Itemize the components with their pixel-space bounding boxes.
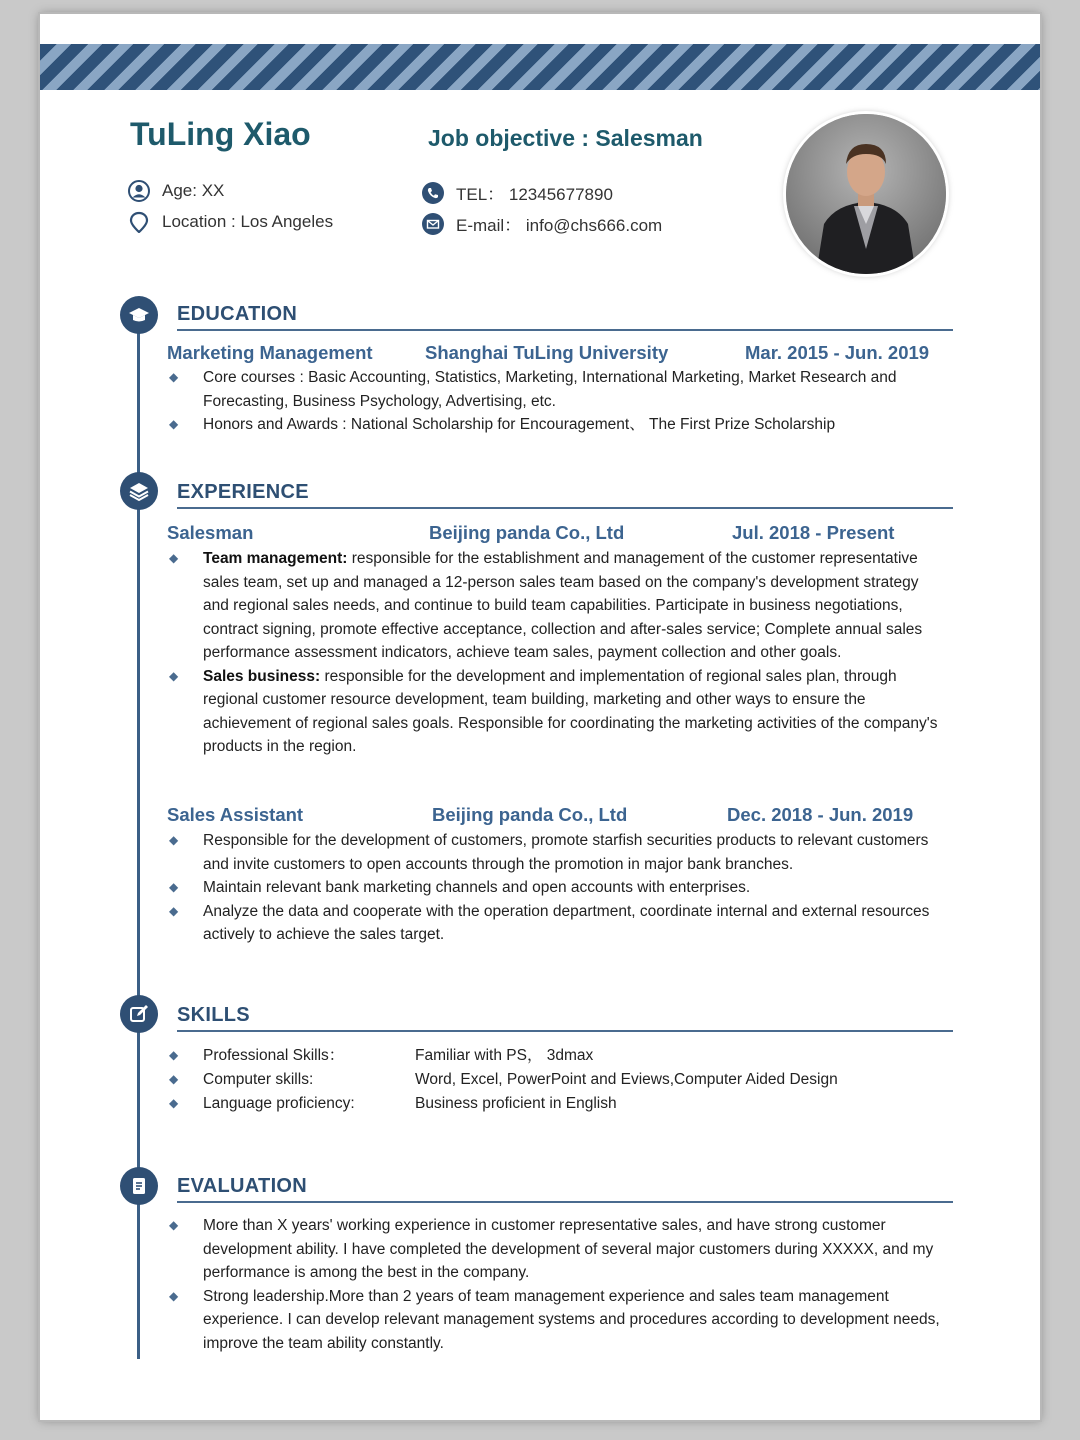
job-dates: Jul. 2018 - Present: [732, 522, 895, 543]
list-item: ◆ Honors and Awards : National Scholarship for Encouragement、 The First Prize Scholarship: [167, 413, 947, 437]
skill-label: Computer skills:: [203, 1071, 314, 1088]
tel-text: TEL： 12345677890: [456, 185, 613, 204]
email-text: E-mail： info@chs666.com: [456, 216, 663, 235]
skill-value: Business proficient in English: [415, 1095, 617, 1112]
list-item: ◆ Maintain relevant bank marketing channels and open accounts with enterprises.: [167, 876, 947, 900]
education-dates: Mar. 2015 - Jun. 2019: [745, 342, 930, 363]
job-company: Beijing panda Co., Ltd: [432, 804, 628, 825]
diamond-bullet-icon: ◆: [169, 880, 179, 894]
list-item: ◆ Team management: responsible for the establishment and management of the customer representative sales team, set up and managed a 12-person sales team based on the company's development strategy and regional sales needs, and continue to build team capabilities. Participate in business negotiations, contract signing, promote effective acceptance, collection and after-sales service; Complete annual sales performance assessment indicators, achieve team sales, payment collection and other goals.: [167, 547, 947, 665]
experience-title: EXPERIENCE: [177, 481, 309, 503]
diamond-bullet-icon: ◆: [169, 370, 179, 384]
graduation-cap-icon: [120, 296, 158, 334]
education-school: Shanghai TuLing University: [425, 342, 669, 363]
tel-row: [422, 180, 613, 205]
job-role: Salesman: [167, 522, 254, 543]
age-row: [128, 180, 224, 202]
job-bullets: [167, 829, 947, 947]
education-divider: [177, 329, 953, 331]
list-item: ◆ Strong leadership.More than 2 years of team management experience and sales team management experience. I can develop relevant management systems and procedures according to development needs, improve the team ability constantly.: [167, 1285, 947, 1356]
diamond-bullet-icon: ◆: [169, 1288, 179, 1303]
diamond-bullet-icon: ◆: [169, 1072, 179, 1086]
list-item: ◆ Core courses : Basic Accounting, Statistics, Marketing, International Marketing, Market Research and Forecasting, Business Psychology, Advertising, etc.: [167, 366, 947, 413]
resume-page: [40, 14, 1040, 1420]
education-major: Marketing Management: [167, 342, 373, 363]
job-bullets: [167, 547, 947, 759]
diamond-bullet-icon: ◆: [169, 668, 179, 683]
list-item: ◆ More than X years' working experience in customer representative sales, and have strong customer development ability. I have completed the development of several major customers during XXXXX, and my performance is among the best in the company.: [167, 1214, 947, 1285]
location-pin-icon: [128, 211, 150, 233]
skills-title: SKILLS: [177, 1004, 250, 1026]
email-row: [422, 211, 662, 236]
diamond-bullet-icon: ◆: [169, 903, 179, 918]
phone-icon: [422, 182, 444, 204]
list-item: ◆ Sales business: responsible for the development and implementation of regional sales plan, through regional customer resource development, team building, marketing and other ways to ensure the achievement of regional sales goals. Responsible for coordinating the marketing activities of the company's products in the region.: [167, 665, 947, 759]
skills-divider: [177, 1030, 953, 1032]
person-icon: [128, 180, 150, 202]
experience-divider: [177, 507, 953, 509]
job-objective: Job objective : Salesman: [428, 125, 703, 151]
edit-icon: [120, 995, 158, 1033]
job-role: Sales Assistant: [167, 804, 304, 825]
list-item: ◆ Analyze the data and cooperate with the operation department, coordinate internal and external resources actively to achieve the sales target.: [167, 900, 947, 947]
skill-label: Language proficiency:: [203, 1095, 355, 1112]
diamond-bullet-icon: ◆: [169, 1048, 179, 1062]
skill-label: Professional Skills：: [203, 1047, 345, 1064]
candidate-name: TuLing Xiao: [130, 116, 311, 152]
skills-list: [167, 1044, 947, 1116]
list-item: ◆ Responsible for the development of customers, promote starfish securities products to relevant customers and invite customers to open accounts through the promotion in major bank branches.: [167, 829, 947, 876]
age-text: Age: XX: [162, 181, 225, 200]
diamond-bullet-icon: ◆: [169, 417, 179, 431]
document-icon: [120, 1167, 158, 1205]
layers-icon: [120, 472, 158, 510]
location-text: Location : Los Angeles: [162, 212, 334, 231]
diamond-bullet-icon: ◆: [169, 551, 179, 565]
diamond-bullet-icon: ◆: [169, 833, 179, 847]
job-dates: Dec. 2018 - Jun. 2019: [727, 804, 914, 825]
evaluation-divider: [177, 1201, 953, 1203]
list-item: [167, 1068, 947, 1092]
evaluation-bullets: [167, 1214, 947, 1355]
diamond-bullet-icon: ◆: [169, 1096, 179, 1110]
profile-photo: [786, 114, 946, 274]
location-row: [128, 211, 333, 233]
evaluation-title: EVALUATION: [177, 1175, 308, 1197]
list-item: [167, 1092, 947, 1116]
email-icon: [422, 213, 444, 235]
diamond-bullet-icon: ◆: [169, 1218, 179, 1232]
job-company: Beijing panda Co., Ltd: [429, 522, 625, 543]
education-title: EDUCATION: [177, 303, 298, 325]
skill-value: Word, Excel, PowerPoint and Eviews,Computer Aided Design: [415, 1071, 838, 1088]
skill-value: Familiar with PS， 3dmax: [415, 1047, 594, 1064]
header-stripe-banner: [40, 44, 1040, 90]
list-item: [167, 1044, 947, 1068]
education-bullets: [167, 366, 947, 437]
